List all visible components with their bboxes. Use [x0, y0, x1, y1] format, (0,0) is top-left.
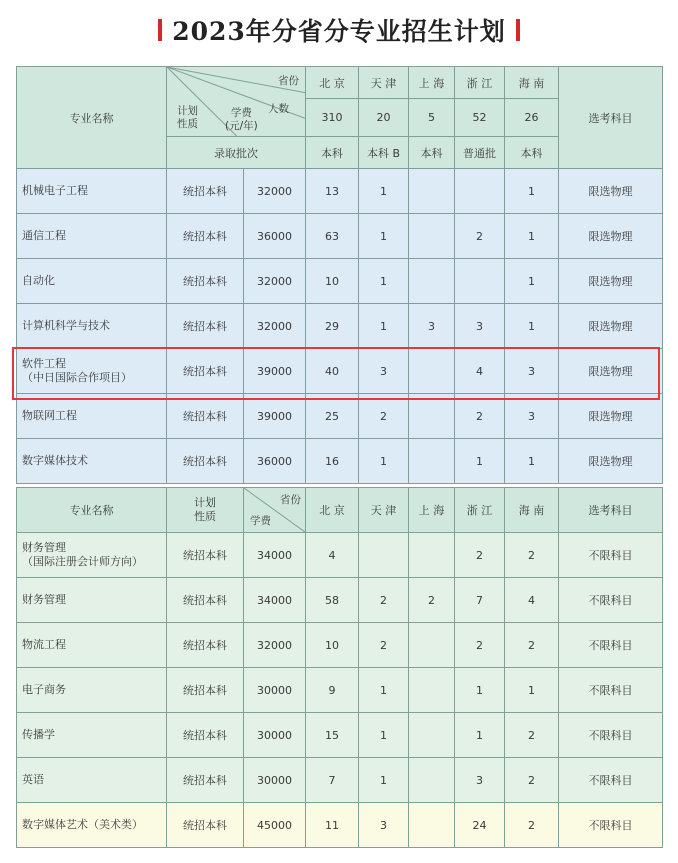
cell-major-name: 机械电子工程: [17, 169, 167, 214]
cell-tianjin: 3: [359, 803, 409, 848]
cell-plan-type: 统招本科: [167, 713, 244, 758]
cell-subject-req: 不限科目: [559, 533, 663, 578]
cell-shanghai: [409, 803, 455, 848]
table-row: [17, 803, 663, 848]
cell-subject-req: 不限科目: [559, 578, 663, 623]
total-tianjin: 20: [359, 99, 409, 137]
total-zhejiang: 52: [455, 99, 505, 137]
header2-province-shanghai: 上 海: [409, 488, 455, 533]
table-row: [17, 214, 663, 259]
header2-province-beijing: 北 京: [306, 488, 359, 533]
cell-tuition: 30000: [244, 668, 306, 713]
cell-tianjin: 1: [359, 713, 409, 758]
table-row: [17, 578, 663, 623]
cell-subject-req: 限选物理: [559, 259, 663, 304]
cell-subject-req: 不限科目: [559, 803, 663, 848]
header-province-beijing: 北 京: [306, 67, 359, 99]
cell-beijing: 29: [306, 304, 359, 349]
cell-zhejiang: 3: [455, 304, 505, 349]
table-row: [17, 439, 663, 484]
cell-shanghai: [409, 394, 455, 439]
title-right-bar: [516, 19, 520, 41]
cell-plan-type: 统招本科: [167, 668, 244, 713]
table-row: [17, 533, 663, 578]
cell-subject-req: 不限科目: [559, 758, 663, 803]
header-province-label: 省份: [278, 75, 299, 87]
batch-zhejiang: 普通批: [455, 137, 505, 169]
enrollment-table-business: [16, 487, 663, 848]
cell-shanghai: [409, 214, 455, 259]
cell-hainan: 1: [505, 259, 559, 304]
header2-province-hainan: 海 南: [505, 488, 559, 533]
header2-subject: 选考科目: [559, 488, 663, 533]
cell-subject-req: 限选物理: [559, 214, 663, 259]
cell-major-name: 数字媒体技术: [17, 439, 167, 484]
cell-zhejiang: [455, 169, 505, 214]
cell-shanghai: [409, 758, 455, 803]
cell-beijing: 10: [306, 623, 359, 668]
cell-beijing: 4: [306, 533, 359, 578]
table-row: [17, 668, 663, 713]
cell-tuition: 36000: [244, 439, 306, 484]
cell-hainan: 3: [505, 349, 559, 394]
cell-hainan: 1: [505, 439, 559, 484]
table-row: [17, 713, 663, 758]
header2-province-zhejiang: 浙 江: [455, 488, 505, 533]
cell-tianjin: 1: [359, 439, 409, 484]
cell-major-name: 财务管理 （国际注册会计师方向）: [17, 533, 167, 578]
cell-major-name: 软件工程 （中日国际合作项目）: [17, 349, 167, 394]
cell-beijing: 15: [306, 713, 359, 758]
cell-plan-type: 统招本科: [167, 803, 244, 848]
cell-tianjin: 1: [359, 214, 409, 259]
cell-shanghai: 3: [409, 304, 455, 349]
cell-plan-type: 统招本科: [167, 349, 244, 394]
header-diagonal-cell: [167, 67, 306, 137]
table-row: [17, 758, 663, 803]
cell-subject-req: 限选物理: [559, 304, 663, 349]
cell-subject-req: 限选物理: [559, 169, 663, 214]
cell-plan-type: 统招本科: [167, 394, 244, 439]
cell-tuition: 32000: [244, 304, 306, 349]
cell-plan-type: 统招本科: [167, 439, 244, 484]
cell-hainan: 2: [505, 713, 559, 758]
cell-shanghai: [409, 713, 455, 758]
cell-zhejiang: 2: [455, 394, 505, 439]
cell-zhejiang: 24: [455, 803, 505, 848]
title-left-bar: [158, 19, 162, 41]
title-text: 2023年分省分专业招生计划: [172, 17, 506, 46]
cell-zhejiang: 2: [455, 533, 505, 578]
cell-tuition: 32000: [244, 623, 306, 668]
header2-fee-label: 学费: [250, 515, 271, 527]
cell-tuition: 30000: [244, 713, 306, 758]
cell-plan-type: 统招本科: [167, 214, 244, 259]
cell-tuition: 39000: [244, 394, 306, 439]
cell-hainan: 1: [505, 304, 559, 349]
cell-zhejiang: 2: [455, 214, 505, 259]
batch-shanghai: 本科: [409, 137, 455, 169]
cell-subject-req: 不限科目: [559, 668, 663, 713]
cell-zhejiang: 3: [455, 758, 505, 803]
total-shanghai: 5: [409, 99, 455, 137]
cell-tuition: 39000: [244, 349, 306, 394]
cell-shanghai: 2: [409, 578, 455, 623]
cell-major-name: 财务管理: [17, 578, 167, 623]
cell-beijing: 16: [306, 439, 359, 484]
header-province-hainan: 海 南: [505, 67, 559, 99]
cell-tianjin: 1: [359, 668, 409, 713]
cell-hainan: 1: [505, 169, 559, 214]
cell-tianjin: [359, 533, 409, 578]
cell-tuition: 45000: [244, 803, 306, 848]
cell-zhejiang: 7: [455, 578, 505, 623]
cell-plan-type: 统招本科: [167, 259, 244, 304]
cell-major-name: 电子商务: [17, 668, 167, 713]
cell-hainan: 2: [505, 533, 559, 578]
header2-plan: 计划 性质: [167, 488, 244, 533]
cell-tianjin: 3: [359, 349, 409, 394]
cell-beijing: 7: [306, 758, 359, 803]
cell-major-name: 英语: [17, 758, 167, 803]
cell-plan-type: 统招本科: [167, 304, 244, 349]
table-row: [17, 304, 663, 349]
cell-tianjin: 1: [359, 758, 409, 803]
header-province-tianjin: 天 津: [359, 67, 409, 99]
cell-shanghai: [409, 439, 455, 484]
cell-major-name: 物流工程: [17, 623, 167, 668]
enrollment-table-engineering: [16, 66, 663, 484]
cell-shanghai: [409, 668, 455, 713]
cell-subject-req: 限选物理: [559, 394, 663, 439]
cell-tianjin: 2: [359, 394, 409, 439]
header-fee-label: 学费 (元/年): [225, 107, 258, 132]
header-plan-label: 计划 性质: [177, 105, 198, 130]
header-count-label: 人数: [268, 103, 289, 115]
table-row: [17, 259, 663, 304]
cell-plan-type: 统招本科: [167, 533, 244, 578]
cell-subject-req: 不限科目: [559, 713, 663, 758]
cell-subject-req: 限选物理: [559, 349, 663, 394]
header2-province-label: 省份: [280, 494, 301, 506]
cell-major-name: 物联网工程: [17, 394, 167, 439]
cell-tuition: 36000: [244, 214, 306, 259]
cell-major-name: 计算机科学与技术: [17, 304, 167, 349]
cell-beijing: 13: [306, 169, 359, 214]
cell-subject-req: 限选物理: [559, 439, 663, 484]
page-title: [0, 12, 678, 48]
cell-tuition: 34000: [244, 533, 306, 578]
cell-zhejiang: 1: [455, 713, 505, 758]
cell-major-name: 数字媒体艺术（美术类）: [17, 803, 167, 848]
total-beijing: 310: [306, 99, 359, 137]
cell-beijing: 40: [306, 349, 359, 394]
cell-beijing: 10: [306, 259, 359, 304]
cell-zhejiang: 4: [455, 349, 505, 394]
cell-hainan: 4: [505, 578, 559, 623]
header-province-shanghai: 上 海: [409, 67, 455, 99]
cell-beijing: 25: [306, 394, 359, 439]
table-row: [17, 169, 663, 214]
cell-zhejiang: 1: [455, 439, 505, 484]
cell-hainan: 3: [505, 394, 559, 439]
cell-tianjin: 2: [359, 623, 409, 668]
header2-diagonal-cell: [244, 488, 306, 533]
cell-tianjin: 1: [359, 259, 409, 304]
cell-shanghai: [409, 169, 455, 214]
cell-hainan: 2: [505, 758, 559, 803]
header-batch-label: 录取批次: [167, 137, 306, 169]
cell-beijing: 11: [306, 803, 359, 848]
cell-tuition: 32000: [244, 259, 306, 304]
cell-tianjin: 2: [359, 578, 409, 623]
cell-plan-type: 统招本科: [167, 623, 244, 668]
cell-tuition: 32000: [244, 169, 306, 214]
cell-major-name: 传播学: [17, 713, 167, 758]
cell-major-name: 通信工程: [17, 214, 167, 259]
cell-tuition: 34000: [244, 578, 306, 623]
batch-tianjin: 本科 B: [359, 137, 409, 169]
total-hainan: 26: [505, 99, 559, 137]
cell-shanghai: [409, 623, 455, 668]
cell-hainan: 2: [505, 623, 559, 668]
table-row: [17, 623, 663, 668]
cell-zhejiang: 1: [455, 668, 505, 713]
cell-shanghai: [409, 259, 455, 304]
cell-tuition: 30000: [244, 758, 306, 803]
table-row: [17, 349, 663, 394]
cell-beijing: 9: [306, 668, 359, 713]
header2-major: 专业名称: [17, 488, 167, 533]
cell-hainan: 2: [505, 803, 559, 848]
cell-plan-type: 统招本科: [167, 578, 244, 623]
cell-major-name: 自动化: [17, 259, 167, 304]
cell-subject-req: 不限科目: [559, 623, 663, 668]
header-province-zhejiang: 浙 江: [455, 67, 505, 99]
batch-hainan: 本科: [505, 137, 559, 169]
table-row: [17, 394, 663, 439]
header2-province-tianjin: 天 津: [359, 488, 409, 533]
header-major: 专业名称: [17, 67, 167, 169]
cell-shanghai: [409, 349, 455, 394]
header-subject: 选考科目: [559, 67, 663, 169]
cell-beijing: 58: [306, 578, 359, 623]
batch-beijing: 本科: [306, 137, 359, 169]
cell-tianjin: 1: [359, 304, 409, 349]
cell-plan-type: 统招本科: [167, 169, 244, 214]
cell-shanghai: [409, 533, 455, 578]
cell-hainan: 1: [505, 668, 559, 713]
cell-zhejiang: [455, 259, 505, 304]
cell-beijing: 63: [306, 214, 359, 259]
cell-tianjin: 1: [359, 169, 409, 214]
cell-zhejiang: 2: [455, 623, 505, 668]
cell-plan-type: 统招本科: [167, 758, 244, 803]
cell-hainan: 1: [505, 214, 559, 259]
